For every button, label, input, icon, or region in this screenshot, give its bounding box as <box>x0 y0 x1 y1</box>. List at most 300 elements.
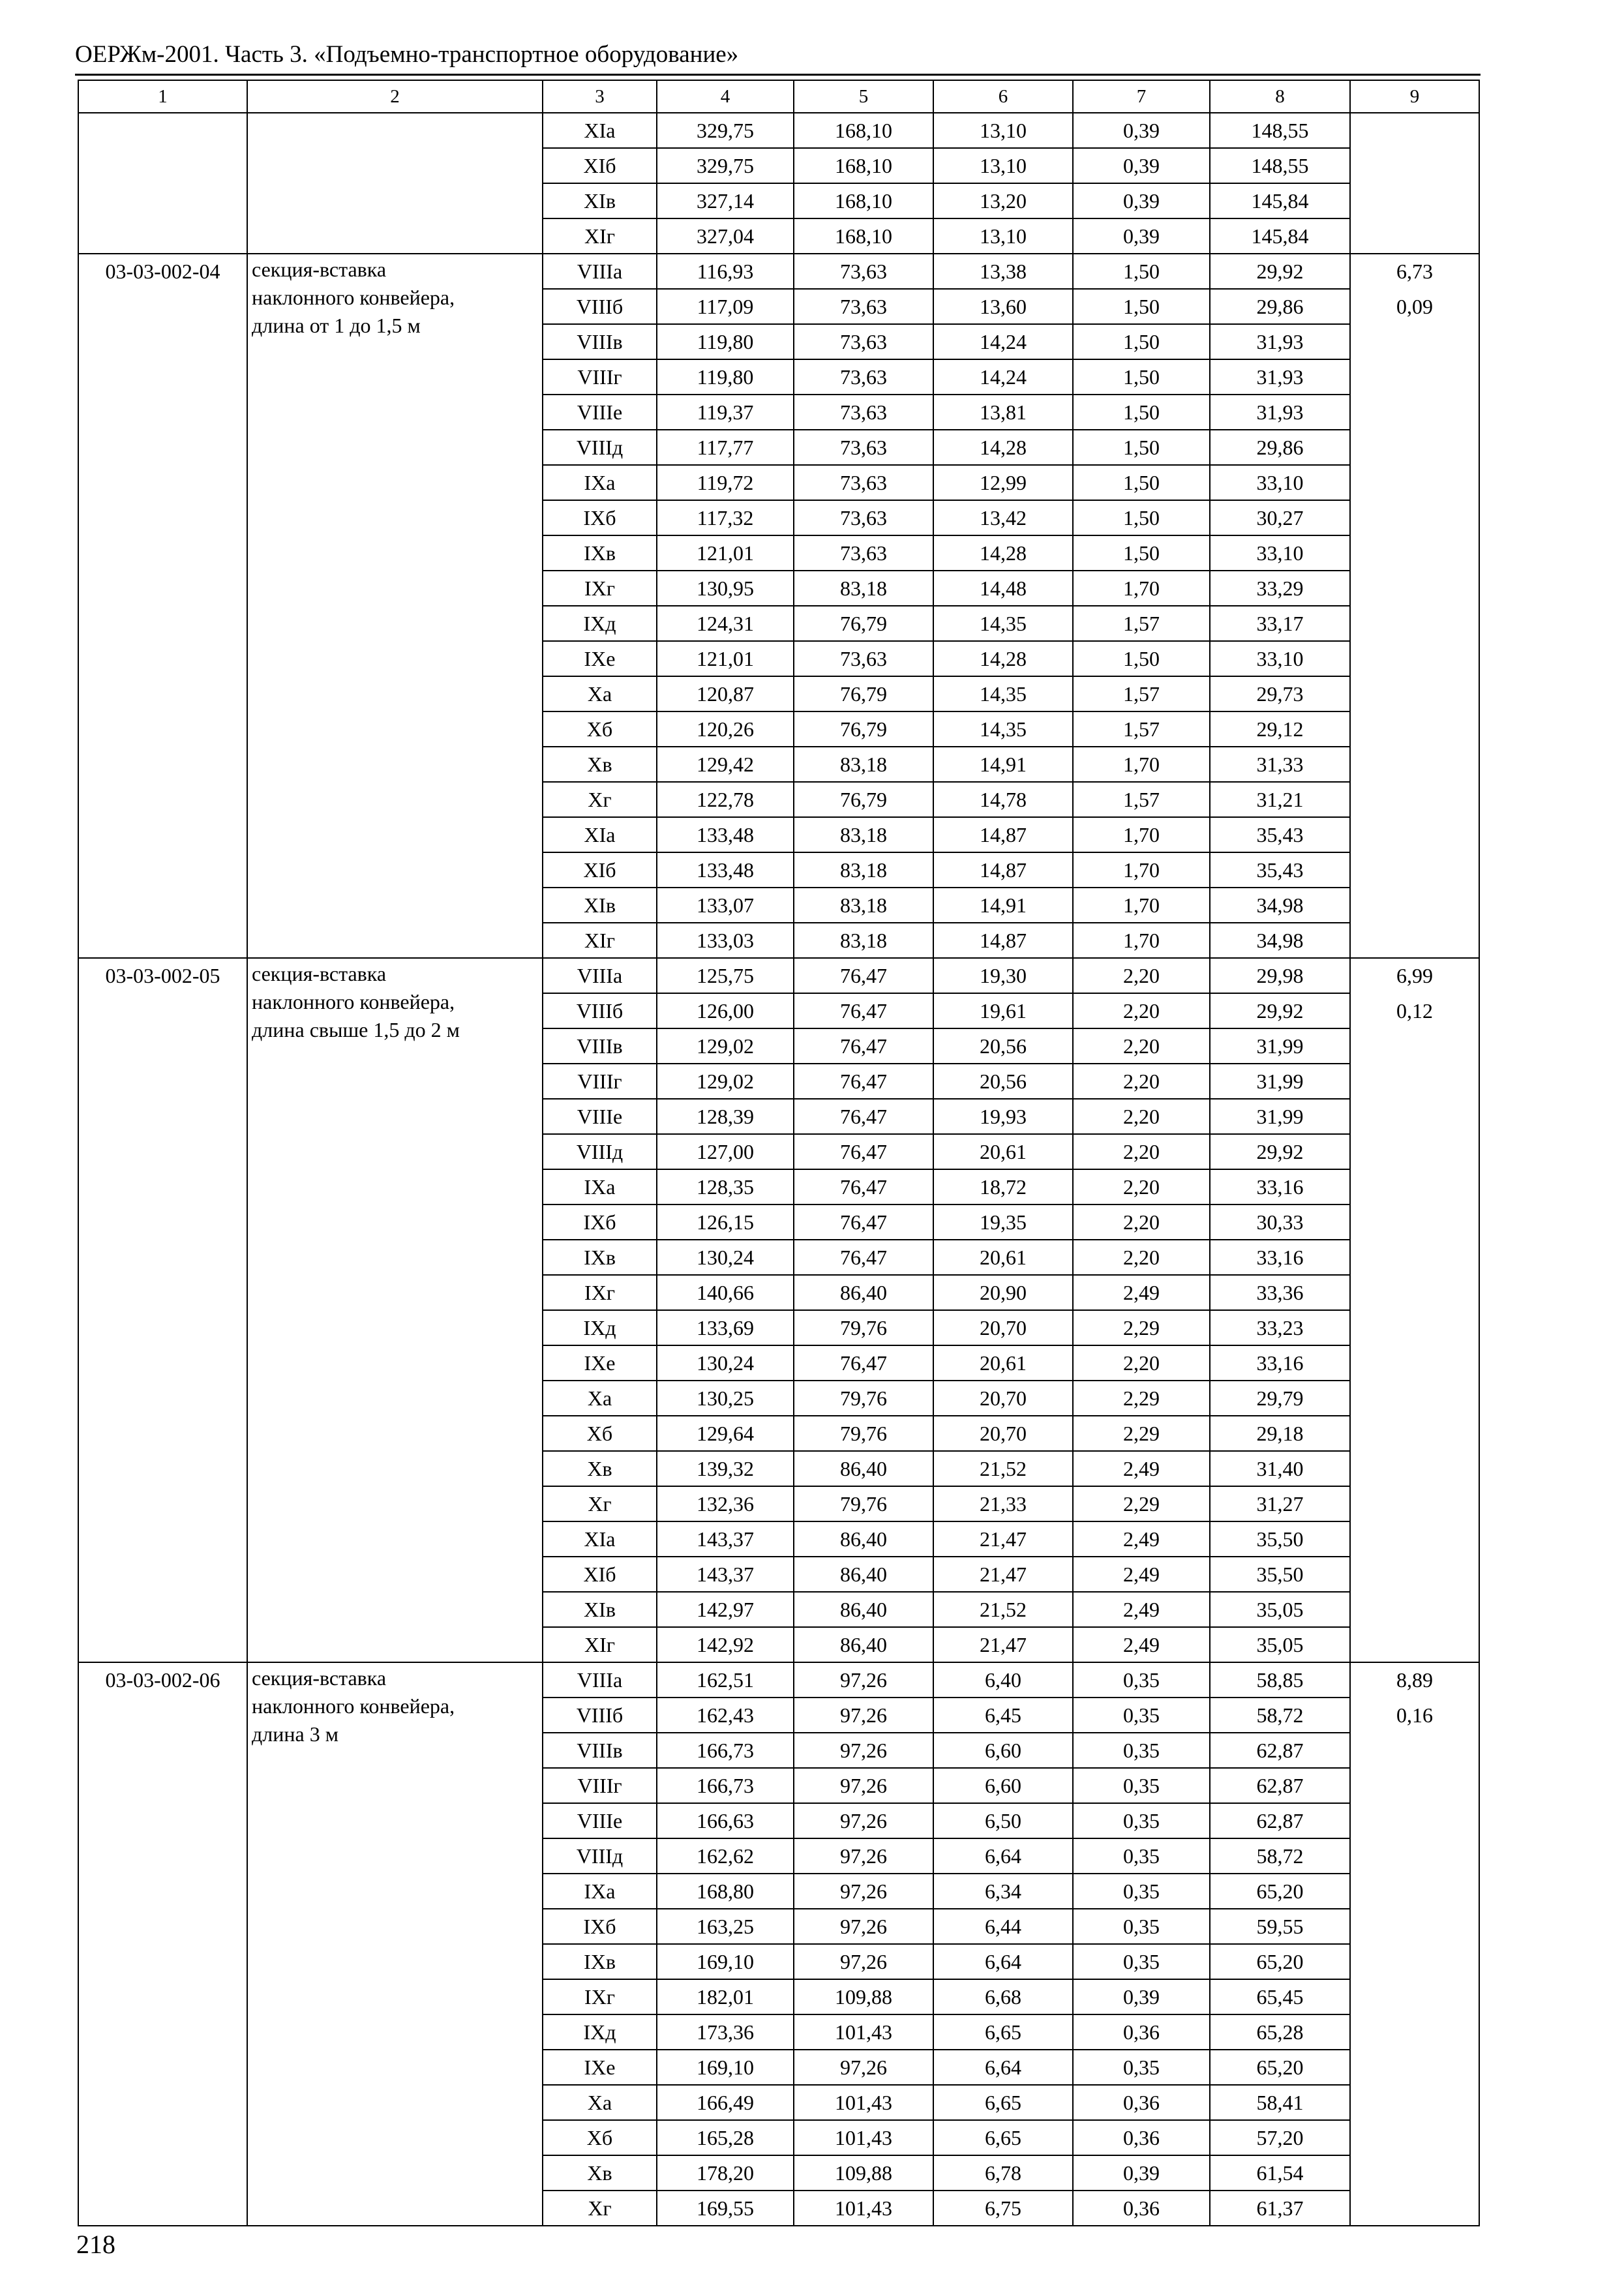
value-cell: 20,70 <box>933 1416 1073 1451</box>
value-cell: 14,35 <box>933 606 1073 641</box>
value-cell: 2,49 <box>1073 1557 1210 1592</box>
value-cell: 76,47 <box>794 1240 933 1275</box>
value-cell: 14,48 <box>933 571 1073 606</box>
value-cell: 116,93 <box>657 254 794 289</box>
region-cell: IXв <box>543 535 657 571</box>
region-cell: VIIIб <box>543 993 657 1028</box>
value-cell: 101,43 <box>794 2120 933 2155</box>
norm-code: 03-03-002-04 <box>78 254 247 958</box>
value-cell: 13,38 <box>933 254 1073 289</box>
value-cell: 101,43 <box>794 2014 933 2050</box>
value-cell: 1,70 <box>1073 817 1210 852</box>
value-cell: 30,27 <box>1210 500 1350 535</box>
value-cell: 1,50 <box>1073 465 1210 500</box>
region-cell: XIг <box>543 218 657 254</box>
value-cell: 117,77 <box>657 430 794 465</box>
value-cell: 29,98 <box>1210 958 1350 993</box>
value-cell: 31,99 <box>1210 1099 1350 1134</box>
value-cell: 86,40 <box>794 1557 933 1592</box>
value-cell: 130,24 <box>657 1345 794 1381</box>
value-cell: 62,87 <box>1210 1803 1350 1838</box>
region-cell: XIг <box>543 1627 657 1662</box>
region-cell: VIIIе <box>543 1803 657 1838</box>
value-cell: 120,87 <box>657 676 794 711</box>
value-cell: 6,64 <box>933 1838 1073 1874</box>
value-cell: 14,91 <box>933 747 1073 782</box>
value-cell: 73,63 <box>794 254 933 289</box>
value-cell: 20,61 <box>933 1345 1073 1381</box>
value-cell: 97,26 <box>794 1874 933 1909</box>
table-row <box>78 1662 1479 1698</box>
value-cell: 97,26 <box>794 1768 933 1803</box>
value-cell: 178,20 <box>657 2155 794 2191</box>
region-cell: VIIIб <box>543 1698 657 1733</box>
value-cell: 62,87 <box>1210 1768 1350 1803</box>
region-cell: IXе <box>543 641 657 676</box>
value-cell: 133,48 <box>657 817 794 852</box>
value-cell: 182,01 <box>657 1979 794 2014</box>
value-cell: 101,43 <box>794 2191 933 2226</box>
value-cell: 1,70 <box>1073 888 1210 923</box>
value-cell: 101,43 <box>794 2085 933 2120</box>
value-cell: 126,00 <box>657 993 794 1028</box>
value-cell: 6,50 <box>933 1803 1073 1838</box>
value-cell: 0,39 <box>1073 1979 1210 2014</box>
value-cell: 0,35 <box>1073 1838 1210 1874</box>
value-cell: 33,23 <box>1210 1310 1350 1345</box>
value-cell: 79,76 <box>794 1416 933 1451</box>
region-cell: Xг <box>543 782 657 817</box>
value-cell: 65,28 <box>1210 2014 1350 2050</box>
value-cell: 86,40 <box>794 1451 933 1486</box>
value-cell: 0,39 <box>1073 148 1210 183</box>
value-cell: 14,28 <box>933 641 1073 676</box>
value-cell: 83,18 <box>794 747 933 782</box>
value-cell: 76,47 <box>794 1028 933 1064</box>
value-cell: 20,61 <box>933 1134 1073 1169</box>
value-cell: 14,35 <box>933 676 1073 711</box>
value-cell: 2,29 <box>1073 1381 1210 1416</box>
value-cell: 128,39 <box>657 1099 794 1134</box>
value-cell: 65,45 <box>1210 1979 1350 2014</box>
value-cell: 58,85 <box>1210 1662 1350 1698</box>
table-row <box>78 254 1479 289</box>
region-cell: Xг <box>543 1486 657 1521</box>
column-9-value: 8,89 <box>1396 1668 1433 1692</box>
value-cell: 83,18 <box>794 888 933 923</box>
value-cell: 129,64 <box>657 1416 794 1451</box>
value-cell: 162,62 <box>657 1838 794 1874</box>
value-cell: 132,36 <box>657 1486 794 1521</box>
value-cell: 76,47 <box>794 1134 933 1169</box>
value-cell: 173,36 <box>657 2014 794 2050</box>
region-cell: Xв <box>543 2155 657 2191</box>
value-cell: 148,55 <box>1210 113 1350 148</box>
value-cell: 13,42 <box>933 500 1073 535</box>
value-cell: 2,20 <box>1073 1028 1210 1064</box>
value-cell: 73,63 <box>794 465 933 500</box>
value-cell: 97,26 <box>794 1909 933 1944</box>
value-cell: 0,35 <box>1073 1803 1210 1838</box>
value-cell: 168,10 <box>794 183 933 218</box>
value-cell: 133,69 <box>657 1310 794 1345</box>
value-cell: 162,51 <box>657 1662 794 1698</box>
value-cell: 166,63 <box>657 1803 794 1838</box>
value-cell: 35,43 <box>1210 852 1350 888</box>
value-cell: 166,49 <box>657 2085 794 2120</box>
value-cell: 19,93 <box>933 1099 1073 1134</box>
region-cell: IXе <box>543 1345 657 1381</box>
value-cell: 31,93 <box>1210 395 1350 430</box>
value-cell: 19,35 <box>933 1204 1073 1240</box>
value-cell: 14,87 <box>933 923 1073 958</box>
value-cell: 76,47 <box>794 1204 933 1240</box>
region-cell: VIIIв <box>543 1733 657 1768</box>
value-cell: 79,76 <box>794 1486 933 1521</box>
value-cell: 21,52 <box>933 1592 1073 1627</box>
region-cell: VIIIб <box>543 289 657 324</box>
value-cell: 2,49 <box>1073 1627 1210 1662</box>
value-cell: 109,88 <box>794 1979 933 2014</box>
value-cell: 76,47 <box>794 1169 933 1204</box>
region-cell: Xб <box>543 711 657 747</box>
value-cell: 133,48 <box>657 852 794 888</box>
value-cell: 1,50 <box>1073 254 1210 289</box>
value-cell: 31,27 <box>1210 1486 1350 1521</box>
value-cell: 29,86 <box>1210 289 1350 324</box>
value-cell: 122,78 <box>657 782 794 817</box>
value-cell: 0,39 <box>1073 113 1210 148</box>
value-cell: 34,98 <box>1210 888 1350 923</box>
value-cell: 76,79 <box>794 711 933 747</box>
value-cell: 126,15 <box>657 1204 794 1240</box>
region-cell: VIIIа <box>543 254 657 289</box>
value-cell: 29,73 <box>1210 676 1350 711</box>
norm-code: 03-03-002-05 <box>78 958 247 1662</box>
column-number-row <box>78 80 1479 113</box>
value-cell: 109,88 <box>794 2155 933 2191</box>
value-cell: 1,50 <box>1073 395 1210 430</box>
value-cell: 2,29 <box>1073 1486 1210 1521</box>
value-cell: 165,28 <box>657 2120 794 2155</box>
value-cell: 127,00 <box>657 1134 794 1169</box>
value-cell: 86,40 <box>794 1592 933 1627</box>
value-cell: 1,57 <box>1073 782 1210 817</box>
value-cell: 133,07 <box>657 888 794 923</box>
value-cell: 21,33 <box>933 1486 1073 1521</box>
value-cell: 21,47 <box>933 1521 1073 1557</box>
region-cell: XIг <box>543 923 657 958</box>
value-cell: 130,95 <box>657 571 794 606</box>
region-cell: Xв <box>543 1451 657 1486</box>
value-cell: 327,04 <box>657 218 794 254</box>
value-cell: 0,36 <box>1073 2191 1210 2226</box>
value-cell: 143,37 <box>657 1521 794 1557</box>
value-cell: 33,16 <box>1210 1240 1350 1275</box>
value-cell: 142,92 <box>657 1627 794 1662</box>
value-cell: 20,56 <box>933 1028 1073 1064</box>
column-number: 8 <box>1210 80 1350 113</box>
value-cell: 14,24 <box>933 324 1073 359</box>
region-cell: IXб <box>543 1204 657 1240</box>
value-cell: 1,50 <box>1073 500 1210 535</box>
value-cell: 97,26 <box>794 2050 933 2085</box>
value-cell: 97,26 <box>794 1662 933 1698</box>
region-cell: Xа <box>543 676 657 711</box>
value-cell: 327,14 <box>657 183 794 218</box>
region-cell: XIа <box>543 1521 657 1557</box>
value-cell: 2,20 <box>1073 958 1210 993</box>
region-cell: VIIIд <box>543 1134 657 1169</box>
norm-name: секция-вставка наклонного конвейера, длина 3 м <box>247 1662 543 2226</box>
value-cell: 0,35 <box>1073 1874 1210 1909</box>
value-cell: 97,26 <box>794 1838 933 1874</box>
value-cell: 6,45 <box>933 1698 1073 1733</box>
value-cell: 12,99 <box>933 465 1073 500</box>
value-cell: 29,86 <box>1210 430 1350 465</box>
value-cell: 65,20 <box>1210 1944 1350 1979</box>
value-cell: 83,18 <box>794 571 933 606</box>
value-cell: 35,05 <box>1210 1627 1350 1662</box>
region-cell: VIIIд <box>543 1838 657 1874</box>
region-cell: VIIIг <box>543 1768 657 1803</box>
value-cell: 13,10 <box>933 113 1073 148</box>
value-cell: 124,31 <box>657 606 794 641</box>
value-cell: 83,18 <box>794 923 933 958</box>
value-cell: 119,80 <box>657 359 794 395</box>
region-cell: VIIIд <box>543 430 657 465</box>
value-cell: 2,20 <box>1073 1345 1210 1381</box>
value-cell: 6,60 <box>933 1733 1073 1768</box>
value-cell: 166,73 <box>657 1768 794 1803</box>
value-cell: 6,68 <box>933 1979 1073 2014</box>
value-cell: 2,29 <box>1073 1416 1210 1451</box>
value-cell: 13,60 <box>933 289 1073 324</box>
value-cell: 168,10 <box>794 113 933 148</box>
value-cell: 1,50 <box>1073 641 1210 676</box>
value-cell: 33,10 <box>1210 465 1350 500</box>
region-cell: VIIIв <box>543 324 657 359</box>
value-cell: 1,50 <box>1073 324 1210 359</box>
value-cell: 73,63 <box>794 324 933 359</box>
value-cell: 129,02 <box>657 1028 794 1064</box>
value-cell: 76,47 <box>794 1064 933 1099</box>
value-cell: 6,64 <box>933 2050 1073 2085</box>
value-cell: 6,65 <box>933 2014 1073 2050</box>
value-cell: 35,43 <box>1210 817 1350 852</box>
value-cell: 97,26 <box>794 1733 933 1768</box>
region-cell: IXд <box>543 606 657 641</box>
value-cell: 61,54 <box>1210 2155 1350 2191</box>
value-cell: 1,50 <box>1073 535 1210 571</box>
value-cell: 31,33 <box>1210 747 1350 782</box>
header-divider <box>75 74 1481 76</box>
value-cell: 143,37 <box>657 1557 794 1592</box>
value-cell: 20,56 <box>933 1064 1073 1099</box>
value-cell: 140,66 <box>657 1275 794 1310</box>
value-cell: 73,63 <box>794 289 933 324</box>
value-cell: 31,93 <box>1210 324 1350 359</box>
value-cell: 0,39 <box>1073 2155 1210 2191</box>
value-cell: 6,44 <box>933 1909 1073 1944</box>
region-cell: VIIIа <box>543 958 657 993</box>
value-cell: 119,72 <box>657 465 794 500</box>
table-row <box>78 958 1479 993</box>
value-cell: 13,20 <box>933 183 1073 218</box>
value-cell: 76,47 <box>794 993 933 1028</box>
region-cell: VIIIв <box>543 1028 657 1064</box>
value-cell: 76,79 <box>794 782 933 817</box>
value-cell: 148,55 <box>1210 148 1350 183</box>
value-cell: 97,26 <box>794 1803 933 1838</box>
norms-table-body <box>78 80 1479 2226</box>
value-cell: 73,63 <box>794 641 933 676</box>
value-cell: 121,01 <box>657 641 794 676</box>
value-cell: 29,79 <box>1210 1381 1350 1416</box>
region-cell: VIIIг <box>543 359 657 395</box>
value-cell: 0,35 <box>1073 2050 1210 2085</box>
value-cell: 76,47 <box>794 1345 933 1381</box>
value-cell: 76,79 <box>794 606 933 641</box>
value-cell: 31,93 <box>1210 359 1350 395</box>
value-cell: 0,36 <box>1073 2120 1210 2155</box>
value-cell: 35,50 <box>1210 1521 1350 1557</box>
value-cell: 14,35 <box>933 711 1073 747</box>
value-cell: 65,20 <box>1210 2050 1350 2085</box>
value-cell: 14,24 <box>933 359 1073 395</box>
value-cell: 168,80 <box>657 1874 794 1909</box>
region-cell: XIб <box>543 1557 657 1592</box>
region-cell: IXд <box>543 1310 657 1345</box>
value-cell: 6,65 <box>933 2120 1073 2155</box>
region-cell: Xб <box>543 1416 657 1451</box>
value-cell: 6,75 <box>933 2191 1073 2226</box>
value-cell: 6,60 <box>933 1768 1073 1803</box>
value-cell: 119,80 <box>657 324 794 359</box>
column-number: 2 <box>247 80 543 113</box>
value-cell: 13,10 <box>933 218 1073 254</box>
value-cell: 86,40 <box>794 1521 933 1557</box>
value-cell: 2,20 <box>1073 993 1210 1028</box>
value-cell: 0,39 <box>1073 218 1210 254</box>
column-number: 1 <box>78 80 247 113</box>
value-cell: 35,05 <box>1210 1592 1350 1627</box>
value-cell: 33,29 <box>1210 571 1350 606</box>
norm-name: секция-вставка наклонного конвейера, длина от 1 до 1,5 м <box>247 254 543 958</box>
value-cell: 2,20 <box>1073 1064 1210 1099</box>
column-9-value: 0,12 <box>1396 999 1433 1023</box>
value-cell: 20,90 <box>933 1275 1073 1310</box>
value-cell: 117,09 <box>657 289 794 324</box>
value-cell: 0,36 <box>1073 2014 1210 2050</box>
value-cell: 13,10 <box>933 148 1073 183</box>
value-cell: 14,28 <box>933 430 1073 465</box>
value-cell: 30,33 <box>1210 1204 1350 1240</box>
value-cell: 20,70 <box>933 1381 1073 1416</box>
norm-name: секция-вставка наклонного конвейера, длина свыше 1,5 до 2 м <box>247 958 543 1662</box>
region-cell: IXб <box>543 500 657 535</box>
value-cell: 145,84 <box>1210 218 1350 254</box>
region-cell: VIIIг <box>543 1064 657 1099</box>
value-cell: 129,02 <box>657 1064 794 1099</box>
value-cell: 125,75 <box>657 958 794 993</box>
value-cell: 31,40 <box>1210 1451 1350 1486</box>
value-cell: 21,47 <box>933 1627 1073 1662</box>
value-cell: 120,26 <box>657 711 794 747</box>
column-number: 3 <box>543 80 657 113</box>
region-cell: VIIIа <box>543 1662 657 1698</box>
region-cell: VIIIе <box>543 1099 657 1134</box>
value-cell: 2,20 <box>1073 1204 1210 1240</box>
value-cell: 29,12 <box>1210 711 1350 747</box>
value-cell: 35,50 <box>1210 1557 1350 1592</box>
column-9-value: 0,09 <box>1396 295 1433 318</box>
value-cell: 6,65 <box>933 2085 1073 2120</box>
value-cell: 1,70 <box>1073 923 1210 958</box>
value-cell: 14,78 <box>933 782 1073 817</box>
value-cell: 73,63 <box>794 500 933 535</box>
value-cell: 79,76 <box>794 1310 933 1345</box>
value-cell: 2,20 <box>1073 1169 1210 1204</box>
value-cell: 1,70 <box>1073 852 1210 888</box>
column-number: 9 <box>1350 80 1479 113</box>
value-cell: 169,55 <box>657 2191 794 2226</box>
value-cell: 58,72 <box>1210 1698 1350 1733</box>
value-cell: 139,32 <box>657 1451 794 1486</box>
value-cell: 57,20 <box>1210 2120 1350 2155</box>
value-cell: 14,87 <box>933 817 1073 852</box>
region-cell: IXе <box>543 2050 657 2085</box>
value-cell: 0,35 <box>1073 1733 1210 1768</box>
value-cell: 59,55 <box>1210 1909 1350 1944</box>
region-cell: Xг <box>543 2191 657 2226</box>
value-cell: 0,35 <box>1073 1909 1210 1944</box>
value-cell: 58,72 <box>1210 1838 1350 1874</box>
column-9-cell <box>1350 958 1479 1662</box>
region-cell: IXг <box>543 1275 657 1310</box>
region-cell: XIа <box>543 113 657 148</box>
value-cell: 2,20 <box>1073 1240 1210 1275</box>
page-header-title: ОЕРЖм-2001. Часть 3. «Подъемно-транспортное оборудование» <box>75 41 739 68</box>
column-9-cell <box>1350 254 1479 958</box>
value-cell: 33,17 <box>1210 606 1350 641</box>
value-cell: 2,49 <box>1073 1275 1210 1310</box>
norm-code: 03-03-002-06 <box>78 1662 247 2226</box>
value-cell: 33,16 <box>1210 1169 1350 1204</box>
value-cell: 61,37 <box>1210 2191 1350 2226</box>
value-cell: 130,24 <box>657 1240 794 1275</box>
column-number: 5 <box>794 80 933 113</box>
region-cell: IXа <box>543 1874 657 1909</box>
value-cell: 31,99 <box>1210 1064 1350 1099</box>
region-cell: Xб <box>543 2120 657 2155</box>
region-cell: IXв <box>543 1240 657 1275</box>
value-cell: 97,26 <box>794 1698 933 1733</box>
value-cell: 21,52 <box>933 1451 1073 1486</box>
value-cell: 2,20 <box>1073 1099 1210 1134</box>
value-cell: 169,10 <box>657 1944 794 1979</box>
value-cell: 0,35 <box>1073 1944 1210 1979</box>
value-cell: 79,76 <box>794 1381 933 1416</box>
column-number: 7 <box>1073 80 1210 113</box>
value-cell: 65,20 <box>1210 1874 1350 1909</box>
value-cell: 2,49 <box>1073 1521 1210 1557</box>
value-cell: 73,63 <box>794 535 933 571</box>
column-9-value: 0,16 <box>1396 1703 1433 1727</box>
column-9-cell <box>1350 113 1479 254</box>
region-cell: Xв <box>543 747 657 782</box>
value-cell: 86,40 <box>794 1275 933 1310</box>
